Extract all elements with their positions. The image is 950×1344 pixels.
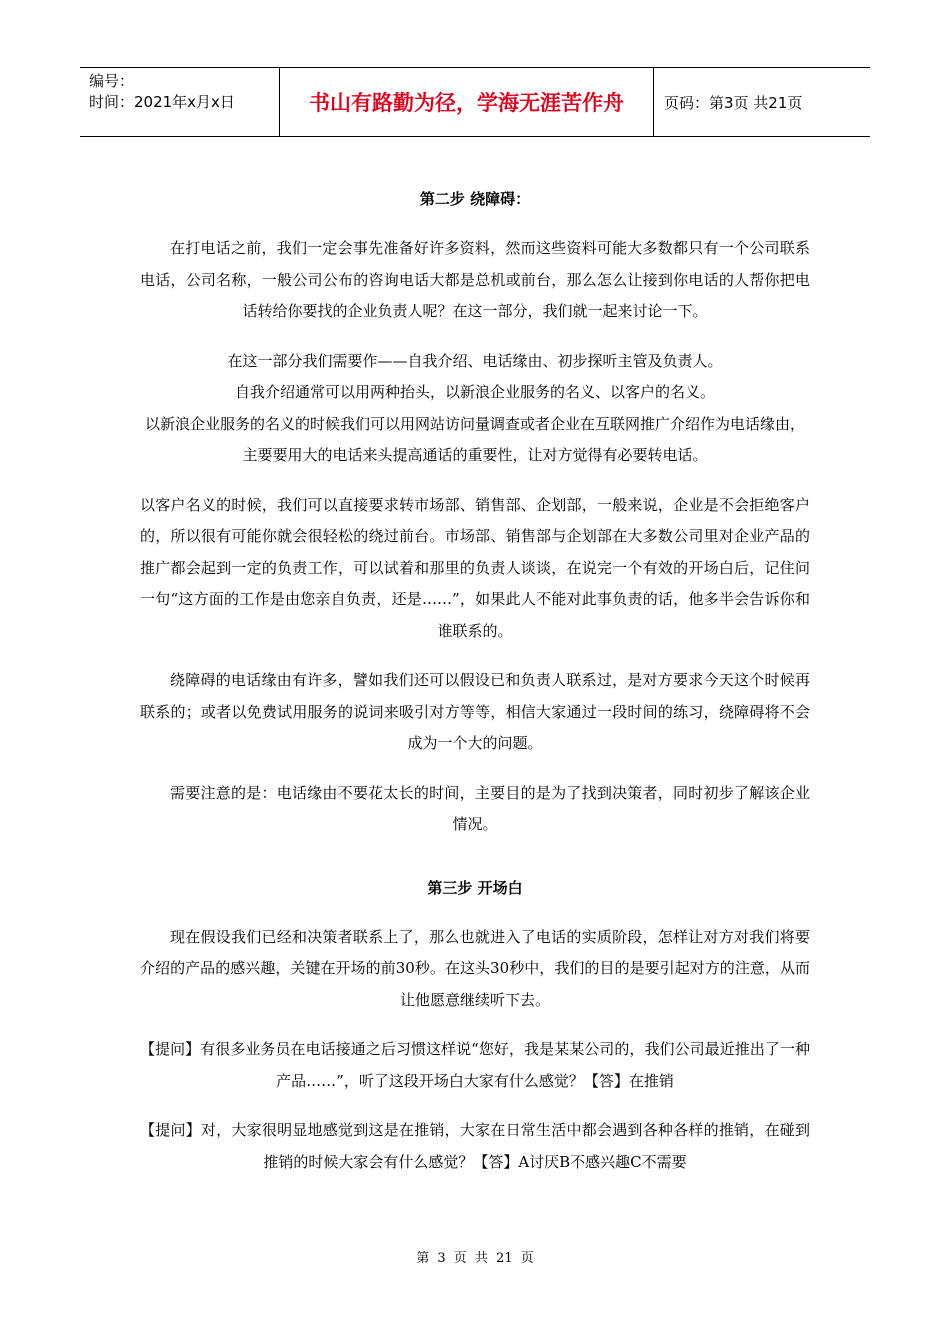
document-body	[140, 188, 810, 1196]
document-number-label: 编号：	[89, 72, 135, 90]
header-motto: 书山有路勤为径，学海无涯苦作舟	[280, 68, 654, 136]
document-date-label: 时间：2021年x月x日	[89, 93, 235, 111]
page-footer: 第 3 页 共 21 页	[416, 1251, 534, 1266]
paragraph: 在这一部分我们需要作——自我介绍、电话缘由、初步探听主管及负责人。	[227, 351, 723, 370]
paragraph: 以新浪企业服务的名义的时候我们可以用网站访问量调查或者企业在互联网推广介绍作为电话缘由，主要要用大的电话来头提高通话的重要性，让对方觉得有必要转电话。	[144, 414, 805, 464]
paragraph: 绕障碍的电话缘由有许多，譬如我们还可以假设已和负责人联系过，是对方要求今天这个时候再联系的；或者以免费试用服务的说词来吸引对方等等，相信大家通过一段时间的练习，绕障碍将不会成为一个大的问题。	[140, 671, 810, 752]
paragraph: 自我介绍通常可以用两种抬头，以新浪企业服务的名义、以客户的名义。	[234, 383, 715, 401]
paragraph: 【提问】有很多业务员在电话接通之后习惯这样说“您好，我是某某公司的，我们公司最近推出了一种产品……”，听了这段开场白大家有什么感觉？【答】在推销	[140, 1040, 810, 1090]
section-heading-step3: 第三步 开场白	[427, 878, 523, 897]
paragraph: 【提问】对，大家很明显地感觉到这是在推销，大家在日常生活中都会遇到各种各样的推销，在碰到推销的时候大家会有什么感觉？【答】A讨厌B不感兴趣C不需要	[140, 1121, 810, 1171]
paragraph: 在打电话之前，我们一定会事先准备好许多资料，然而这些资料可能大多数都只有一个公司联系电话，公司名称，一般公司公布的咨询电话大都是总机或前台，那么怎么让接到你电话的人帮你把电话转给你要找的企业负责人呢？在这一部分，我们就一起来讨论一下。	[140, 239, 810, 320]
paragraph: 现在假设我们已经和决策者联系上了，那么也就进入了电话的实质阶段，怎样让对方对我们将要介绍的产品的感兴趣，关键在开场的前30秒。在这头30秒中，我们的目的是要引起对方的注意，从而让他愿意继续听下去。	[140, 927, 810, 1009]
paragraph: 需要注意的是：电话缘由不要花太长的时间，主要目的是为了找到决策者，同时初步了解该企业情况。	[170, 783, 810, 833]
page-header	[80, 67, 870, 137]
header-page-number: 页码：第3页 共21页	[664, 93, 803, 112]
section-heading-step2: 第二步 绕障碍：	[419, 190, 531, 208]
paragraph: 以客户名义的时候，我们可以直接要求转市场部、销售部、企划部，一般来说，企业是不会拒绝客户的，所以很有可能你就会很轻松的绕过前台。市场部、销售部与企划部在大多数公司里对企业产品的推广都会起到一定的负责工作，可以试着和那里的负责人谈谈，在说完一个有效的开场白后，记住问一句“这方面的工作是由您亲自负责，还是……”，如果此人不能对此事负责的话，他多半会告诉你和谁联系的。	[140, 495, 810, 640]
header-meta	[80, 68, 280, 136]
